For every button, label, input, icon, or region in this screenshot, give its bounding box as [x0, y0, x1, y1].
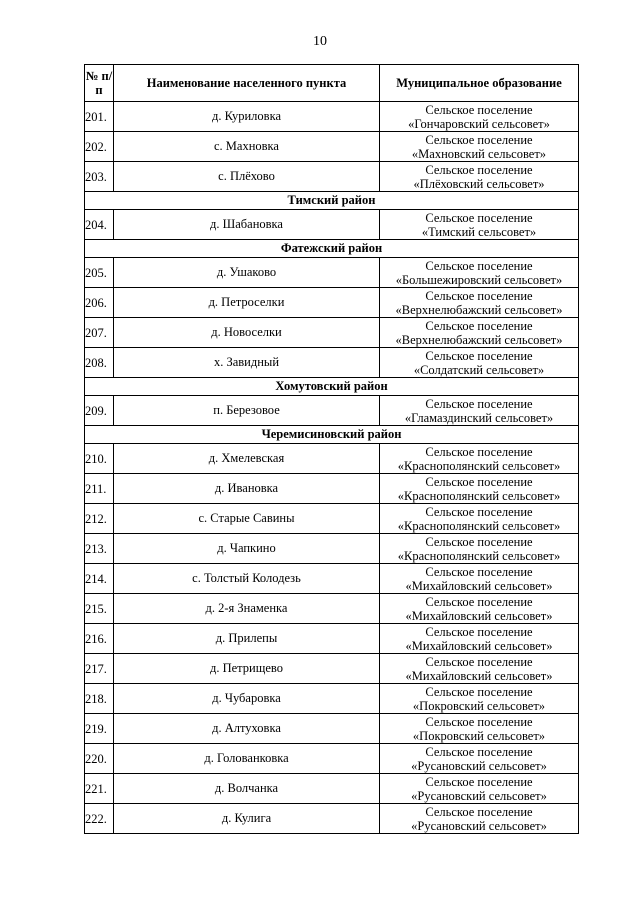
municipality-name: «Солдатский сельсовет»	[413, 362, 545, 377]
municipality-cell	[380, 162, 579, 192]
table-row	[85, 684, 579, 714]
municipality-name: «Михайловский сельсовет»	[405, 638, 553, 653]
row-number: 215.	[85, 594, 114, 624]
municipality-cell	[380, 348, 579, 378]
municipality-type: Сельское поселение	[425, 396, 533, 411]
settlement-name: д. Куриловка	[114, 102, 380, 132]
municipality-type: Сельское поселение	[425, 210, 533, 225]
settlement-name: с. Толстый Колодезь	[114, 564, 380, 594]
row-number: 205.	[85, 258, 114, 288]
district-name: Хомутовский район	[85, 378, 579, 396]
settlement-name: с. Плёхово	[114, 162, 380, 192]
municipality-cell	[380, 564, 579, 594]
municipality-cell	[380, 318, 579, 348]
municipality-name: «Гончаровский сельсовет»	[408, 116, 550, 131]
municipality-cell	[380, 102, 579, 132]
municipality-name: «Русановский сельсовет»	[411, 818, 547, 833]
municipality-type: Сельское поселение	[425, 444, 533, 459]
settlement-name: д. Прилепы	[114, 624, 380, 654]
municipality-cell	[380, 132, 579, 162]
municipality-type: Сельское поселение	[425, 474, 533, 489]
municipality-cell	[380, 744, 579, 774]
municipality-type: Сельское поселение	[425, 744, 533, 759]
municipality-cell	[380, 774, 579, 804]
row-number: 204.	[85, 210, 114, 240]
municipality-cell	[380, 258, 579, 288]
municipality-type: Сельское поселение	[425, 594, 533, 609]
municipality-name: «Махновский сельсовет»	[411, 146, 547, 161]
settlement-name: д. Хмелевская	[114, 444, 380, 474]
row-number: 213.	[85, 534, 114, 564]
municipality-type: Сельское поселение	[425, 684, 533, 699]
municipality-name: «Большежировский сельсовет»	[395, 272, 563, 287]
municipality-name: «Гламаздинский сельсовет»	[404, 410, 554, 425]
row-number: 219.	[85, 714, 114, 744]
table-row	[85, 624, 579, 654]
district-header-row	[85, 240, 579, 258]
settlement-name: д. Новоселки	[114, 318, 380, 348]
municipality-type: Сельское поселение	[425, 654, 533, 669]
row-number: 201.	[85, 102, 114, 132]
settlement-name: д. Шабановка	[114, 210, 380, 240]
table-row	[85, 318, 579, 348]
municipality-cell	[380, 210, 579, 240]
row-number: 208.	[85, 348, 114, 378]
settlement-name: х. Завидный	[114, 348, 380, 378]
settlement-name: д. 2-я Знаменка	[114, 594, 380, 624]
district-name: Черемисиновский район	[85, 426, 579, 444]
row-number: 216.	[85, 624, 114, 654]
municipality-type: Сельское поселение	[425, 258, 533, 273]
municipality-name: «Русановский сельсовет»	[411, 788, 547, 803]
settlement-name: д. Ивановка	[114, 474, 380, 504]
municipality-cell	[380, 594, 579, 624]
municipality-cell	[380, 444, 579, 474]
municipality-name: «Тимский сельсовет»	[421, 224, 537, 239]
table-row	[85, 714, 579, 744]
settlement-name: д. Ушаково	[114, 258, 380, 288]
settlement-name: д. Чапкино	[114, 534, 380, 564]
municipality-type: Сельское поселение	[425, 162, 533, 177]
settlement-name: д. Кулига	[114, 804, 380, 834]
municipality-type: Сельское поселение	[425, 102, 533, 117]
municipality-cell	[380, 396, 579, 426]
table-row	[85, 258, 579, 288]
table-row	[85, 774, 579, 804]
table-row	[85, 162, 579, 192]
municipality-cell	[380, 624, 579, 654]
municipality-type: Сельское поселение	[425, 774, 533, 789]
header-number: № п/п	[85, 65, 114, 102]
municipality-cell	[380, 534, 579, 564]
municipality-type: Сельское поселение	[425, 624, 533, 639]
row-number: 218.	[85, 684, 114, 714]
settlement-name: п. Березовое	[114, 396, 380, 426]
table-row	[85, 594, 579, 624]
table-row	[85, 444, 579, 474]
row-number: 211.	[85, 474, 114, 504]
table-row	[85, 654, 579, 684]
municipality-cell	[380, 804, 579, 834]
municipality-name: «Русановский сельсовет»	[411, 758, 547, 773]
row-number: 206.	[85, 288, 114, 318]
district-name: Фатежский район	[85, 240, 579, 258]
municipality-name: «Краснополянский сельсовет»	[397, 488, 561, 503]
table-row	[85, 348, 579, 378]
settlement-name: д. Волчанка	[114, 774, 380, 804]
municipality-name: «Краснополянский сельсовет»	[397, 518, 561, 533]
municipality-cell	[380, 684, 579, 714]
district-header-row	[85, 426, 579, 444]
municipality-cell	[380, 288, 579, 318]
table-row	[85, 804, 579, 834]
municipality-type: Сельское поселение	[425, 504, 533, 519]
settlement-name: д. Петрищево	[114, 654, 380, 684]
table-row	[85, 102, 579, 132]
municipality-type: Сельское поселение	[425, 348, 533, 363]
table-row	[85, 744, 579, 774]
municipality-cell	[380, 504, 579, 534]
row-number: 207.	[85, 318, 114, 348]
settlements-table	[84, 64, 579, 834]
table-row	[85, 504, 579, 534]
municipality-cell	[380, 714, 579, 744]
row-number: 221.	[85, 774, 114, 804]
table-row	[85, 288, 579, 318]
municipality-name: «Михайловский сельсовет»	[405, 608, 553, 623]
municipality-type: Сельское поселение	[425, 132, 533, 147]
municipality-type: Сельское поселение	[425, 804, 533, 819]
row-number: 220.	[85, 744, 114, 774]
municipality-name: «Краснополянский сельсовет»	[397, 458, 561, 473]
table-header-row	[85, 65, 579, 102]
page-number: 10	[313, 34, 327, 49]
row-number: 210.	[85, 444, 114, 474]
district-header-row	[85, 192, 579, 210]
municipality-name: «Верхнелюбажский сельсовет»	[395, 332, 563, 347]
municipality-name: «Михайловский сельсовет»	[405, 668, 553, 683]
table-body	[85, 102, 579, 834]
municipality-name: «Покровский сельсовет»	[412, 698, 546, 713]
row-number: 222.	[85, 804, 114, 834]
row-number: 217.	[85, 654, 114, 684]
table-row	[85, 132, 579, 162]
municipality-type: Сельское поселение	[425, 534, 533, 549]
municipality-type: Сельское поселение	[425, 564, 533, 579]
settlement-name: с. Махновка	[114, 132, 380, 162]
table-row	[85, 396, 579, 426]
settlement-name: д. Алтуховка	[114, 714, 380, 744]
table-row	[85, 474, 579, 504]
settlement-name: д. Петроселки	[114, 288, 380, 318]
municipality-type: Сельское поселение	[425, 714, 533, 729]
municipality-name: «Верхнелюбажский сельсовет»	[395, 302, 563, 317]
table-row	[85, 210, 579, 240]
municipality-name: «Плёховский сельсовет»	[413, 176, 545, 191]
settlement-name: д. Голованковка	[114, 744, 380, 774]
row-number: 212.	[85, 504, 114, 534]
municipality-type: Сельское поселение	[425, 288, 533, 303]
settlement-name: д. Чубаровка	[114, 684, 380, 714]
municipality-name: «Покровский сельсовет»	[412, 728, 546, 743]
table-row	[85, 564, 579, 594]
table-row	[85, 534, 579, 564]
row-number: 203.	[85, 162, 114, 192]
row-number: 202.	[85, 132, 114, 162]
row-number: 214.	[85, 564, 114, 594]
district-name: Тимский район	[85, 192, 579, 210]
municipality-name: «Михайловский сельсовет»	[405, 578, 553, 593]
municipality-cell	[380, 654, 579, 684]
settlement-name: с. Старые Савины	[114, 504, 380, 534]
municipality-cell	[380, 474, 579, 504]
header-settlement-name: Наименование населенного пункта	[114, 65, 380, 102]
header-municipality: Муниципальное образование	[380, 65, 579, 102]
municipality-type: Сельское поселение	[425, 318, 533, 333]
row-number: 209.	[85, 396, 114, 426]
municipality-name: «Краснополянский сельсовет»	[397, 548, 561, 563]
district-header-row	[85, 378, 579, 396]
